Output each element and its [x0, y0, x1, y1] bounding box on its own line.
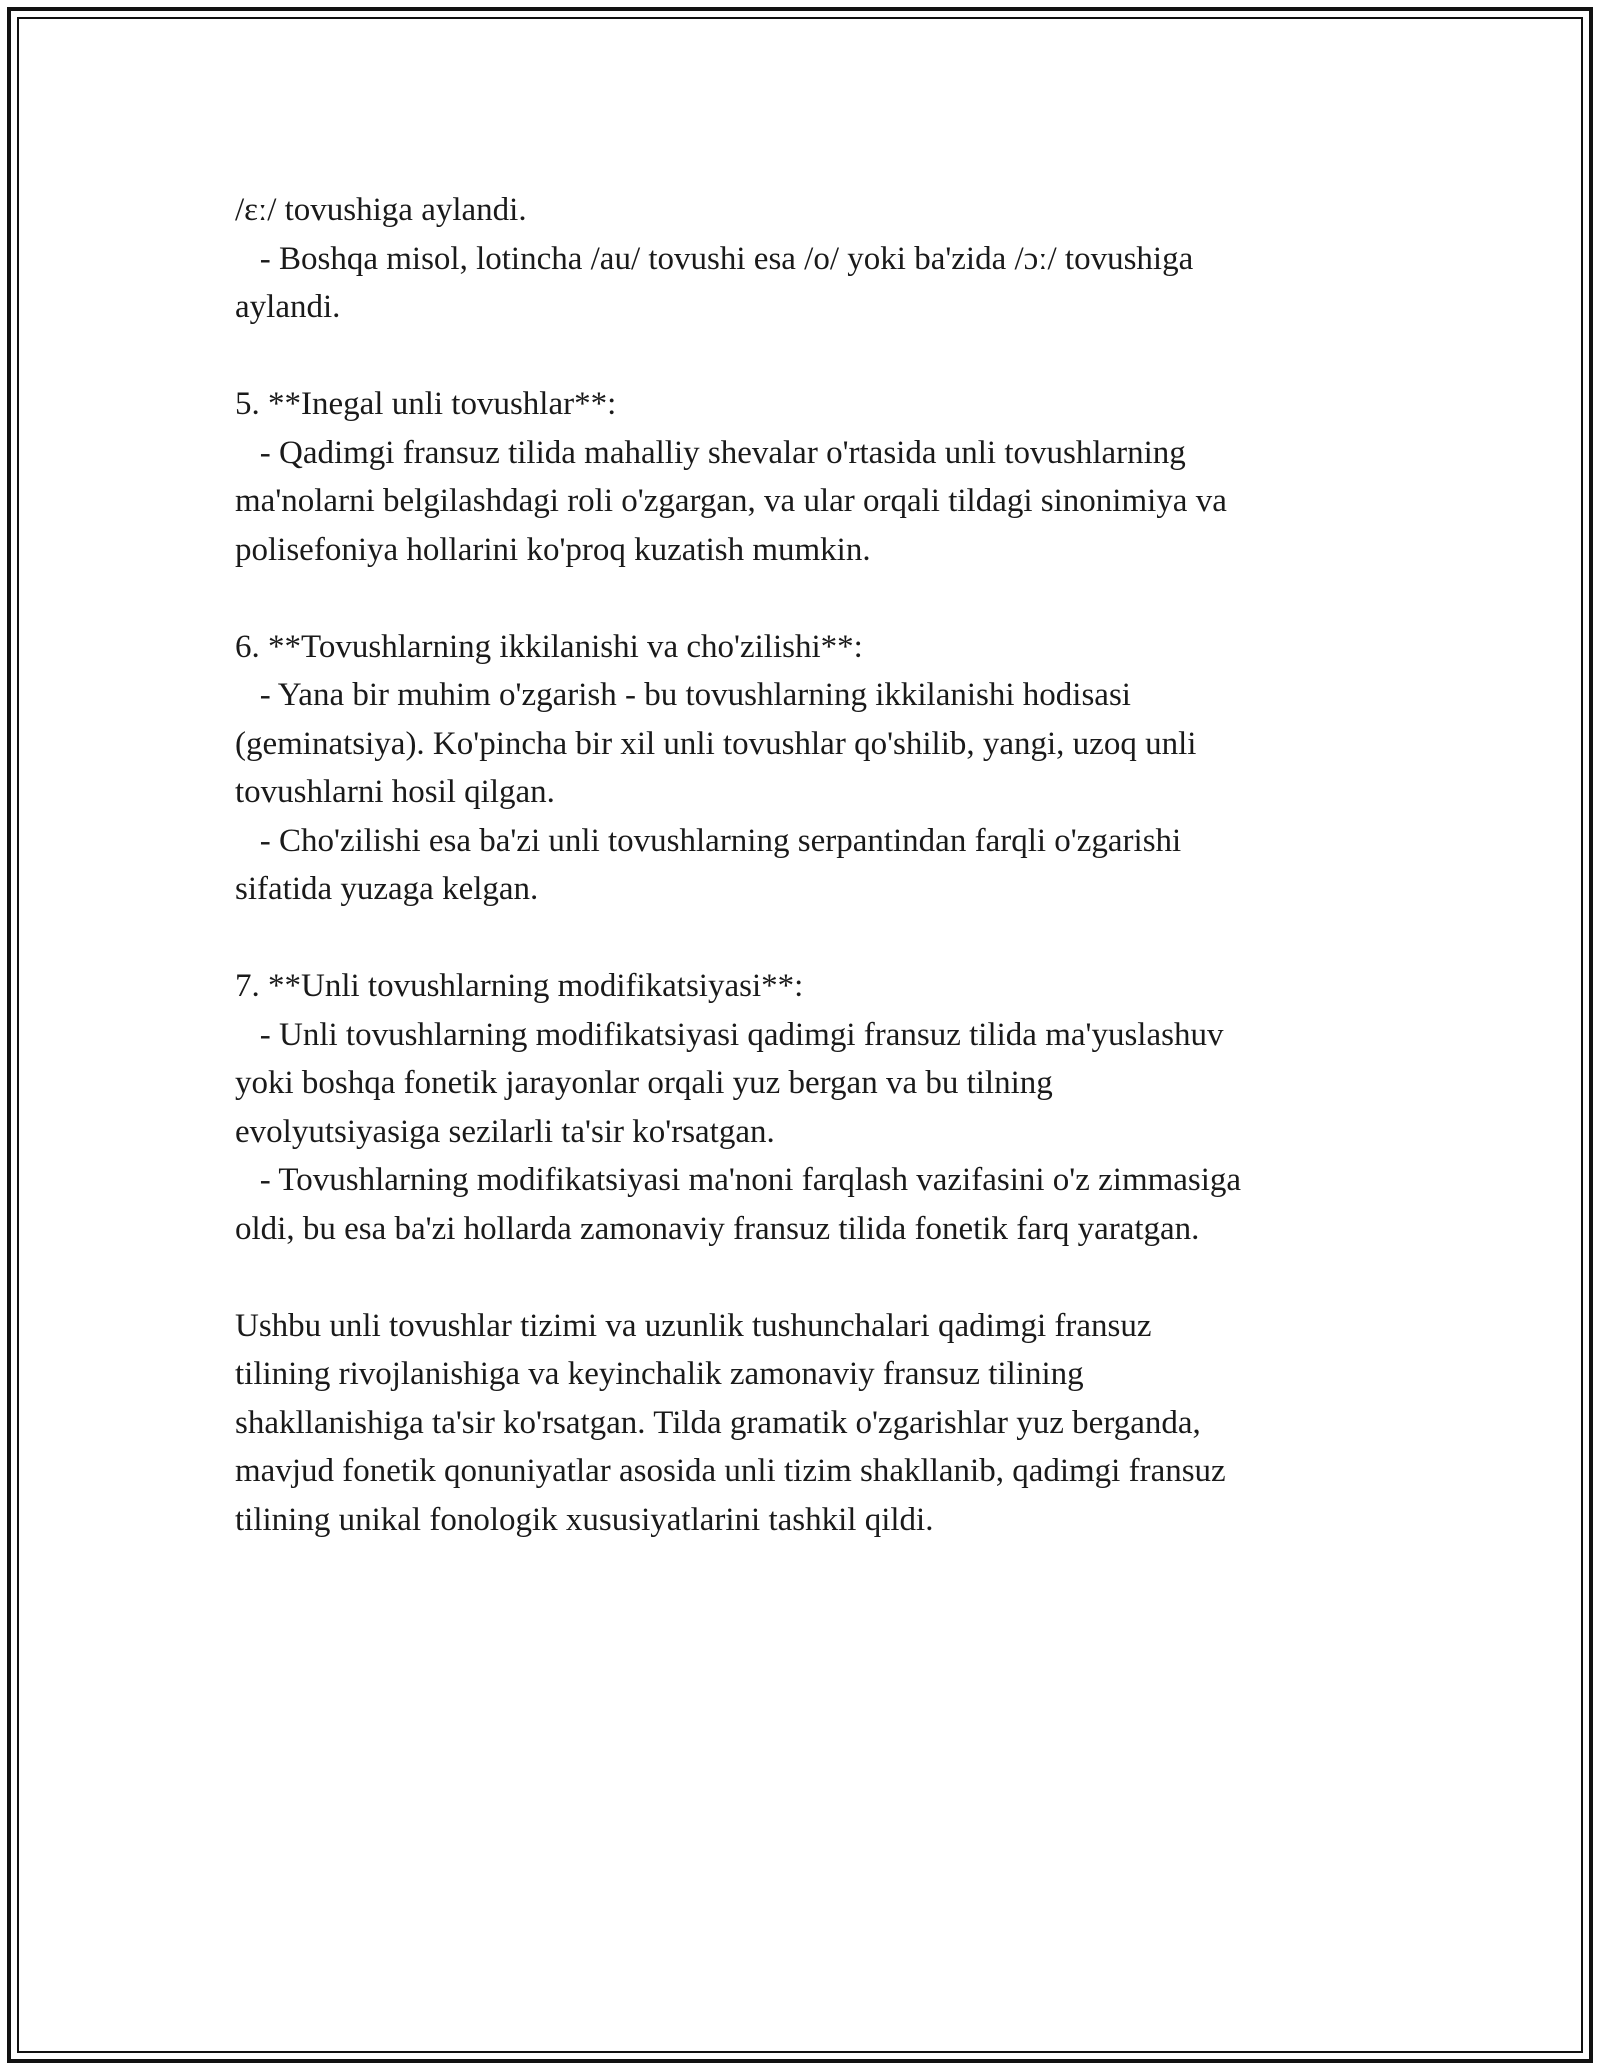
- section-5-line: polisefoniya hollarini ko'proq kuzatish mumkin.: [235, 531, 871, 568]
- document-body: [235, 186, 1375, 1544]
- section-7-line: oldi, bu esa ba'zi hollarda zamonaviy fransuz tilida fonetik farq yaratgan.: [235, 1210, 1200, 1247]
- section-6-line: - Yana bir muhim o'zgarish - bu tovushlarning ikkilanishi hodisasi: [235, 677, 1131, 713]
- conclusion-line: shakllanishiga ta'sir ko'rsatgan. Tilda gramatik o'zgarishlar yuz berganda,: [235, 1404, 1201, 1441]
- section-7-line: evolyutsiyasiga sezilarli ta'sir ko'rsatgan.: [235, 1113, 775, 1150]
- paragraph-spacer: [235, 914, 1375, 963]
- section-7-line: - Tovushlarning modifikatsiyasi ma'noni farqlash vazifasini o'z zimmasiga: [235, 1162, 1242, 1198]
- section-5-heading: 5. **Inegal unli tovushlar**:: [235, 386, 617, 422]
- section-6-line: tovushlarni hosil qilgan.: [235, 774, 555, 810]
- conclusion-line: mavjud fonetik qonuniyatlar asosida unli tizim shakllanib, qadimgi fransuz: [235, 1453, 1226, 1489]
- conclusion-line: tilining unikal fonologik xususiyatlarini tashkil qildi.: [235, 1501, 934, 1538]
- continuation-line: aylandi.: [235, 289, 341, 325]
- conclusion-line: Ushbu unli tovushlar tizimi va uzunlik tushunchalari qadimgi fransuz: [235, 1307, 1152, 1344]
- paragraph-spacer: [235, 574, 1375, 623]
- section-5-line: - Qadimgi fransuz tilida mahalliy shevalar o'rtasida unli tovushlarning: [235, 434, 1186, 471]
- continuation-line: /ɛː/ tovushiga aylandi.: [235, 192, 527, 228]
- continuation-line: - Boshqa misol, lotincha /au/ tovushi esa /o/ yoki ba'zida /ɔː/ tovushiga: [235, 240, 1194, 277]
- section-7-line: - Unli tovushlarning modifikatsiyasi qadimgi fransuz tilida ma'yuslashuv: [235, 1016, 1224, 1053]
- paragraph-spacer: [235, 1253, 1375, 1302]
- conclusion-line: tilining rivojlanishiga va keyinchalik zamonaviy fransuz tilining: [235, 1356, 1084, 1392]
- section-6-line: - Cho'zilishi esa ba'zi unli tovushlarning serpantindan farqli o'zgarishi: [235, 822, 1182, 859]
- section-5-line: ma'nolarni belgilashdagi roli o'zgargan, va ular orqali tildagi sinonimiya va: [235, 483, 1227, 519]
- section-6-heading: 6. **Tovushlarning ikkilanishi va cho'zilishi**:: [235, 628, 863, 665]
- section-7-heading: 7. **Unli tovushlarning modifikatsiyasi**:: [235, 968, 804, 1004]
- section-6-line: (geminatsiya). Ko'pincha bir xil unli tovushlar qo'shilib, yangi, uzoq unli: [235, 725, 1197, 762]
- section-6-line: sifatida yuzaga kelgan.: [235, 871, 539, 907]
- section-7-line: yoki boshqa fonetik jarayonlar orqali yuz bergan va bu tilning: [235, 1065, 1053, 1101]
- paragraph-spacer: [235, 332, 1375, 381]
